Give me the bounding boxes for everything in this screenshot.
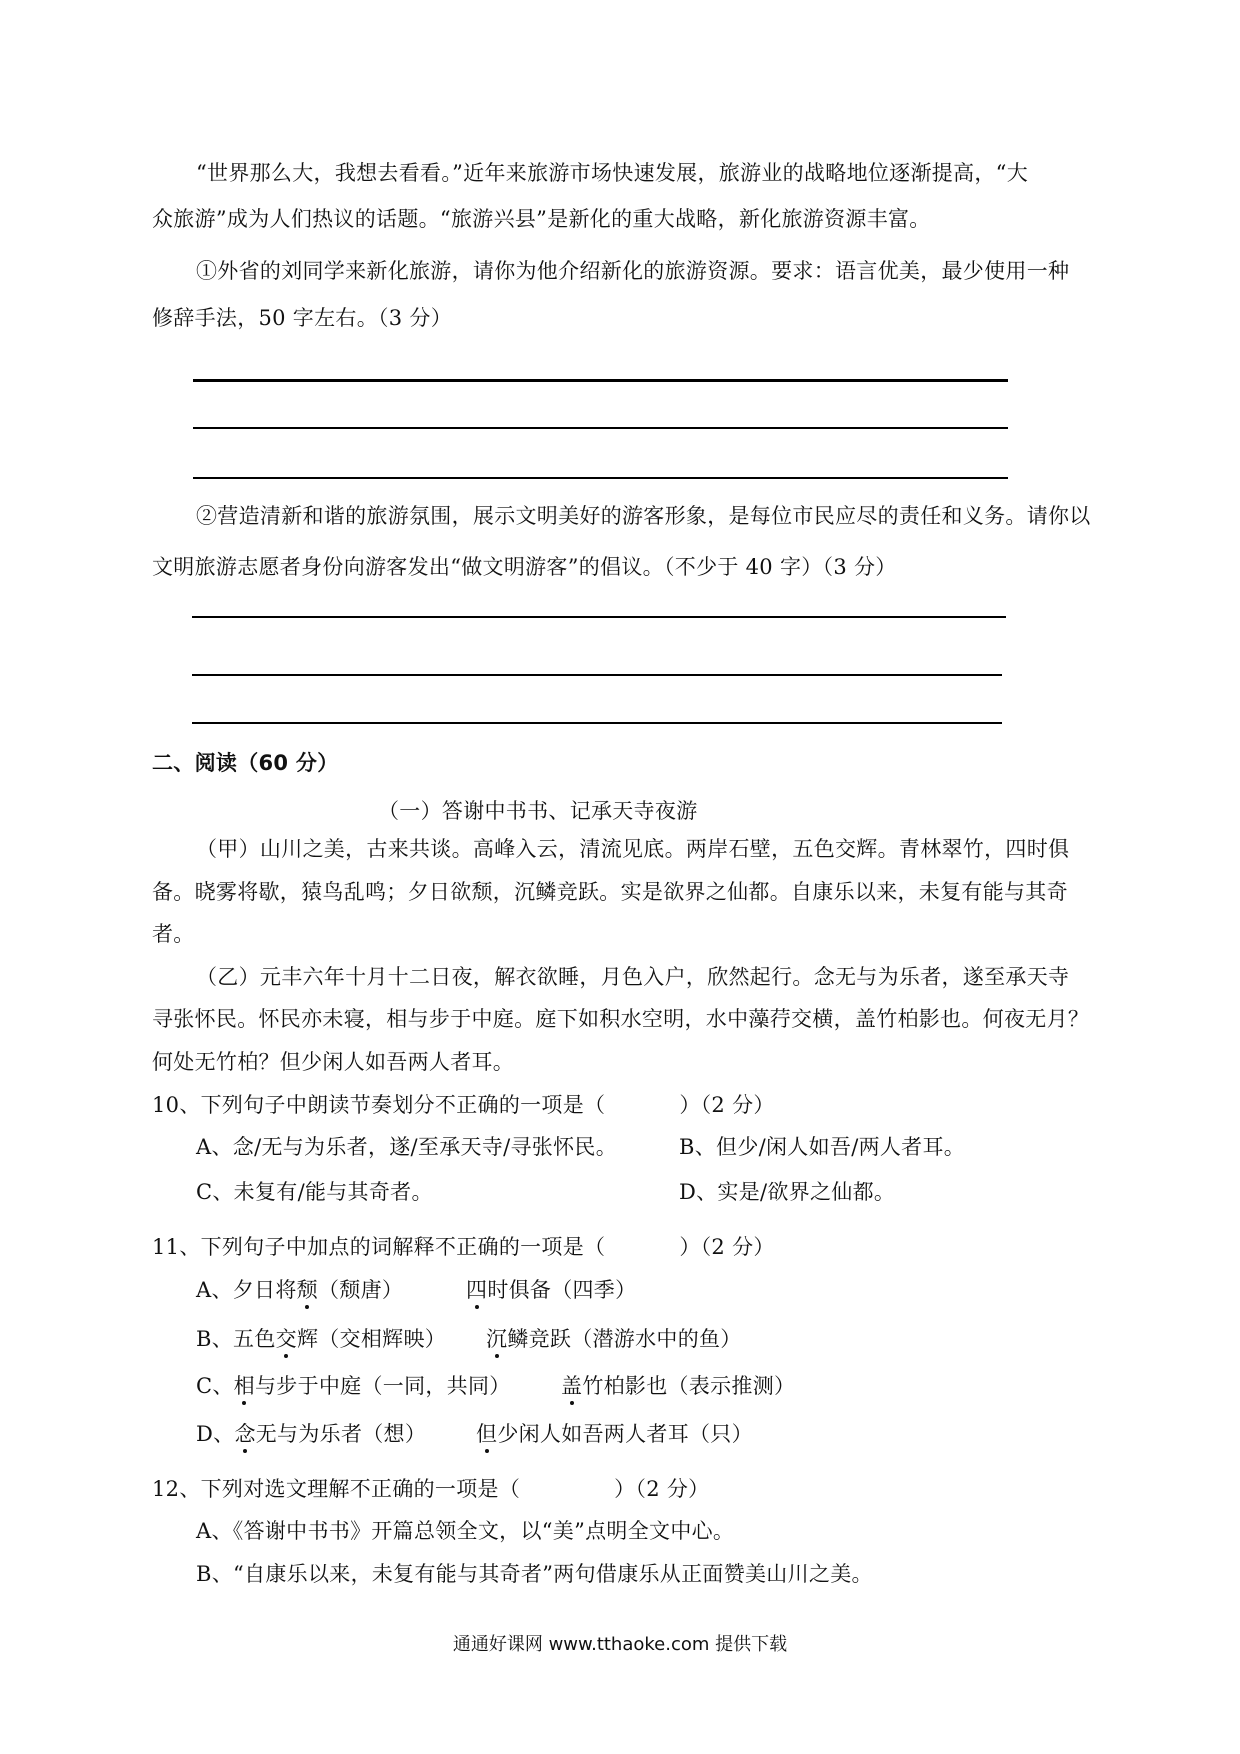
dotted-word: 相 (233, 1374, 255, 1398)
question-11-stem (152, 1232, 1102, 1262)
option-text: B、五色 (196, 1327, 276, 1351)
option-b: B、“自康乐以来，未复有能与其奇者”两句借康乐从正面赞美山川之美。 (196, 1562, 873, 1586)
answer-line[interactable] (192, 722, 1002, 724)
option-text: （颓唐） (317, 1278, 404, 1302)
intro-para-line-1: “世界那么大，我想去看看。”近年来旅游市场快速发展，旅游业的战略地位逐渐提高，“大 (196, 161, 1029, 185)
answer-line[interactable] (192, 616, 1006, 618)
footer-credit: 通通好课网 www.tthaoke.com 提供下载 (452, 1634, 788, 1655)
option-a-part-2 (466, 1275, 1240, 1305)
dotted-word: 颓 (296, 1278, 318, 1302)
dotted-word: 念 (234, 1422, 256, 1446)
question-stem-text: 12、下列对选文理解不正确的一项是（ (152, 1477, 521, 1501)
option-text: 时俱备（四季） (487, 1278, 637, 1302)
answer-line[interactable] (193, 379, 1008, 382)
answer-line[interactable] (192, 674, 1002, 676)
passage-jia-line-3: 者。 (152, 922, 195, 946)
question-stem-text: 10、下列句子中朗读节奏划分不正确的一项是（ (152, 1093, 606, 1117)
question-score: ）（2 分） (679, 1093, 775, 1117)
option-c: C、未复有/能与其奇者。 (196, 1180, 433, 1204)
option-text: 辉（交相辉映） (296, 1327, 447, 1351)
option-text: A、夕日将 (196, 1278, 297, 1302)
question-score: ）（2 分） (679, 1235, 775, 1259)
dotted-word: 沉 (486, 1327, 508, 1351)
passage-yi-line-2: 寻张怀民。怀民亦未寝，相与步于中庭。庭下如积水空明，水中藻荇交横，盖竹柏影也。何夜无月？ (152, 1007, 1090, 1031)
question-2-line-2: 文明旅游志愿者身份向游客发出“做文明游客”的倡议。（不少于 40 字）（3 分） (152, 555, 897, 579)
question-12-stem (152, 1474, 1102, 1504)
question-10-stem (152, 1090, 1102, 1120)
question-score: ）（2 分） (614, 1477, 710, 1501)
option-d: D、实是/欲界之仙都。 (679, 1180, 896, 1204)
question-1-line-2: 修辞手法，50 字左右。（3 分） (152, 306, 453, 330)
passage-title: （一）答谢中书书、记承天寺夜游 (378, 799, 698, 823)
intro-para-line-2: 众旅游”成为人们热议的话题。“旅游兴县”是新化的重大战略，新化旅游资源丰富。 (152, 207, 931, 231)
dotted-word: 盖 (561, 1374, 583, 1398)
passage-jia-line-2: 备。晓雾将歇，猿鸟乱鸣；夕日欲颓，沉鳞竞跃。实是欲界之仙都。自康乐以来，未复有能与其奇 (152, 880, 1068, 904)
option-text: 竹柏影也（表示推测） (582, 1374, 796, 1398)
dotted-word: 但 (476, 1422, 498, 1446)
option-a: A、念/无与为乐者，遂/至承天寺/寻张怀民。 (196, 1135, 617, 1159)
passage-yi-line-3: 何处无竹柏？但少闲人如吾两人者耳。 (152, 1050, 515, 1074)
question-2-line-1: ②营造清新和谐的旅游氛围，展示文明美好的游客形象，是每位市民应尽的责任和义务。请你以 (196, 504, 1091, 528)
dotted-word: 交 (275, 1327, 297, 1351)
option-text: 少闲人如吾两人者耳（只） (497, 1422, 753, 1446)
option-c-part-2 (561, 1371, 1240, 1401)
section-heading: 二、阅读（60 分） (152, 751, 339, 775)
answer-line[interactable] (193, 427, 1008, 429)
option-text: C、 (196, 1374, 234, 1398)
dotted-word: 四 (466, 1278, 488, 1302)
option-b: B、但少/闲人如吾/两人者耳。 (679, 1135, 966, 1159)
question-1-line-1: ①外省的刘同学来新化旅游，请你为他介绍新化的旅游资源。要求：语言优美，最少使用一种 (196, 259, 1070, 283)
option-d-part-2 (476, 1419, 1240, 1449)
passage-yi-line-1: （乙）元丰六年十月十二日夜，解衣欲睡，月色入户，欣然起行。念无与为乐者，遂至承天寺 (196, 965, 1070, 989)
option-text: 无与为乐者（想） (255, 1422, 427, 1446)
answer-line[interactable] (193, 477, 1008, 479)
option-text: 与步于中庭（一同，共同） (254, 1374, 511, 1398)
question-stem-text: 11、下列句子中加点的词解释不正确的一项是（ (152, 1235, 606, 1259)
option-text: D、 (196, 1422, 235, 1446)
option-a: A、《答谢中书书》开篇总领全文，以“美”点明全文中心。 (196, 1519, 735, 1543)
passage-jia-line-1: （甲）山川之美，古来共谈。高峰入云，清流见底。两岸石壁，五色交辉。青林翠竹，四时俱 (196, 837, 1070, 861)
option-b-part-2 (486, 1324, 1240, 1354)
option-text: 鳞竞跃（潜游水中的鱼） (507, 1327, 742, 1351)
